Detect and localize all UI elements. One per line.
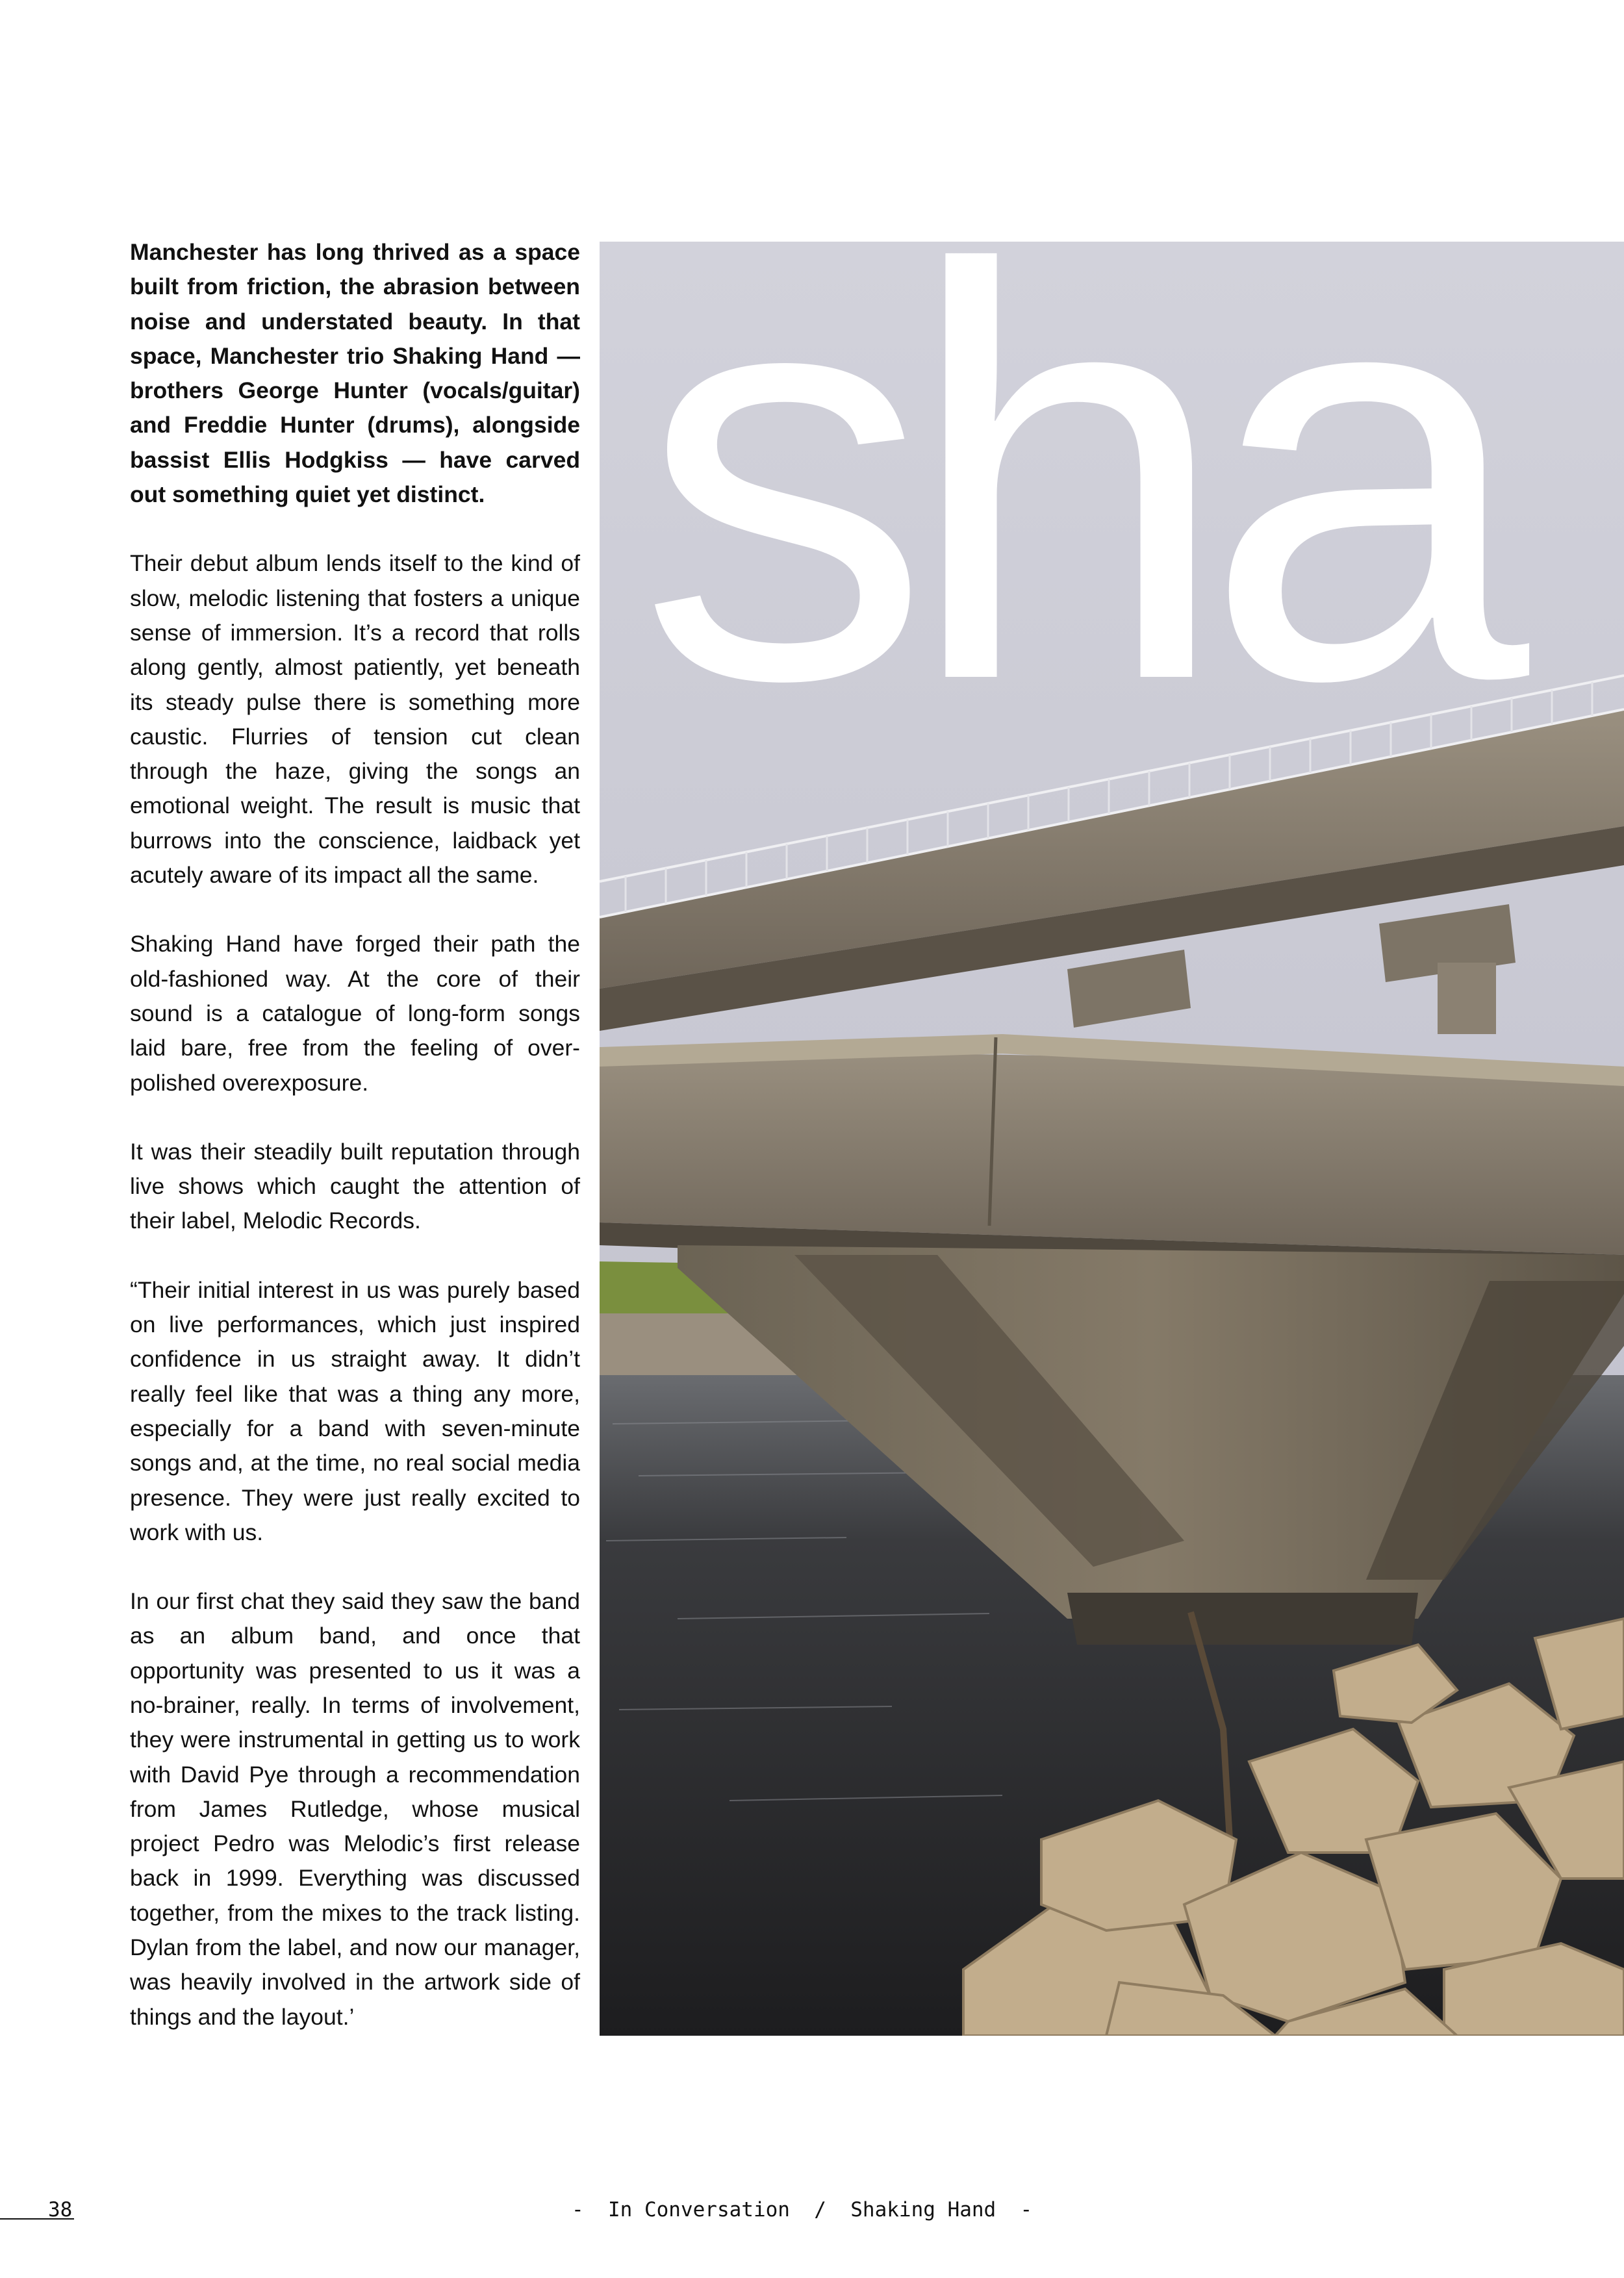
body-paragraph: It was their steadily built reputation through live shows which caught the attention of their label, Melodic Records. [130, 1138, 580, 1234]
body-paragraph: Their debut album lends itself to the kind of slow, melodic listening that fosters a unique sense of immersion. It’s a record that rolls along gently, almost patiently, yet beneath its steady pulse there is something more caustic. Flurries of tension cut clean through the haze, giving the songs an emotional weight. The result is music that burrows into the conscience, laidback yet acutely aware of its impact all the same. [130, 550, 580, 889]
page-number: 38 [48, 2198, 73, 2221]
bridge-illustration [600, 242, 1624, 2036]
body-paragraph: “Their initial interest in us was purely based on live performances, which just inspired confidence in us straight away. It didn’t really feel like that was a thing any more, especially for a band with seven-minute songs and, at the time, no real social media presence. They were just really excited to work with us. [130, 1276, 580, 1545]
body-paragraph: In our first chat they said they saw the band as an album band, and once that opportunity was presented to us it was a no-brainer, really. In terms of involvement, they were instrumental in getting us to work with David Pye through a recommendation from James Rutledge, whose musical project Pedro was Melodic’s first release back in 1999. Everything was discussed together, from the mixes to the track listing. Dylan from the label, and now our manager, was heavily involved in the artwork side of things and the layout.’ [130, 1588, 580, 2030]
bridge-photograph [600, 242, 1624, 2036]
lead-paragraph: Manchester has long thrived as a space built from friction, the abrasion between noise and understated beauty. In that space, Manchester trio Shaking Hand — brothers George Hunter (vocals/guitar) and Freddie Hunter (drums), alongside bassist Ellis Hodgkiss — have carved out something quiet yet distinct. [130, 239, 580, 508]
lower-bridge-span [600, 1034, 1624, 1281]
running-footer: - In Conversation / Shaking Hand - [572, 2198, 1033, 2221]
article-body [130, 235, 580, 2069]
overlay-lettering: sha [639, 242, 1504, 801]
body-paragraph: Shaking Hand have forged their path the old-fashioned way. At the core of their sound is a catalogue of long-form songs laid bare, free from the feeling of over-polished overexposure. [130, 931, 580, 1096]
